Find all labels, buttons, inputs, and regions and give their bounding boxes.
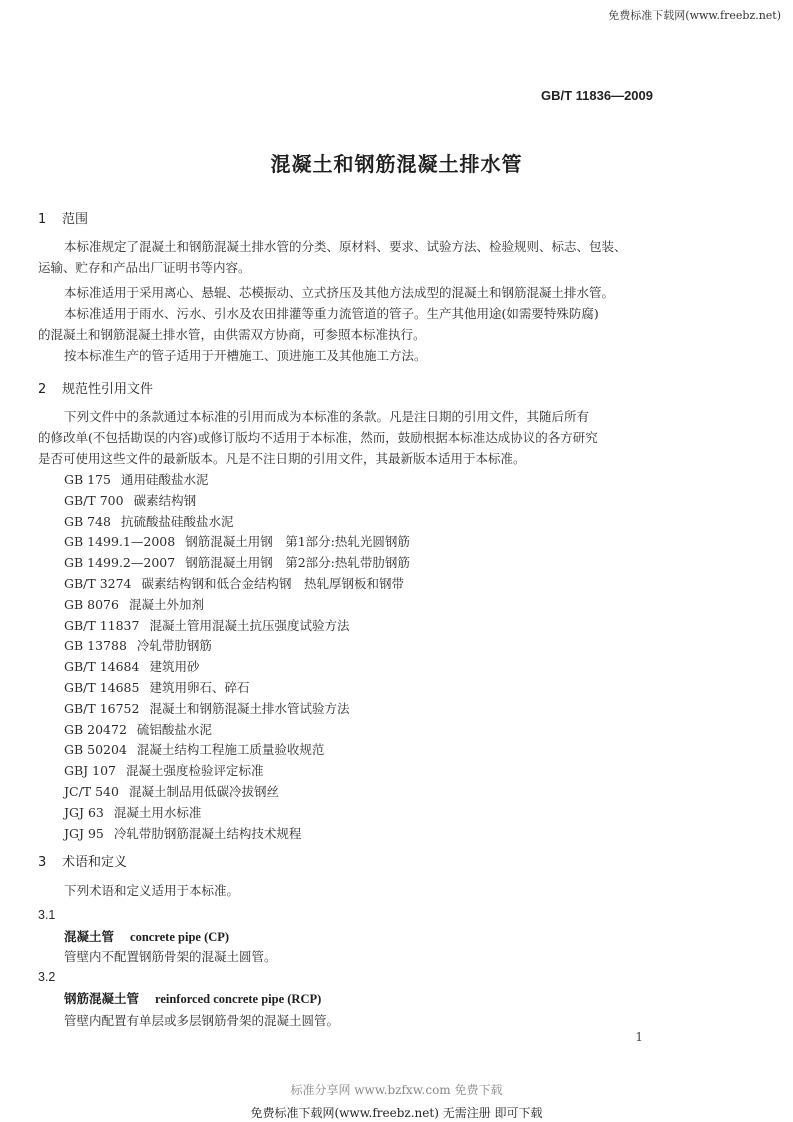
- sec2-intro-line-3: 是否可使用这些文件的最新版本。凡是不注日期的引用文件，其最新版本适用于本标准。: [38, 451, 526, 466]
- section-1-heading: [38, 208, 88, 227]
- reference-title: 抗硫酸盐硅酸盐水泥: [121, 513, 234, 529]
- reference-item: [64, 678, 249, 696]
- reference-code: GB 1499.2—2007: [64, 555, 176, 571]
- page-number: 1: [635, 1030, 643, 1044]
- section-title: 范围: [62, 212, 89, 227]
- reference-item: [64, 616, 349, 634]
- reference-code: GB 8076: [64, 596, 119, 612]
- sec2-intro-line-2: 的修改单(不包括勘误的内容)或修订版均不适用于本标准，然而，鼓励根据本标准达成协议的各方研究: [38, 430, 598, 445]
- term-definition: 管壁内配置有单层或多层钢筋骨架的混凝土圆管。: [64, 1013, 340, 1028]
- reference-item: [64, 470, 209, 488]
- sec2-intro-line-1: 下列文件中的条款通过本标准的引用而成为本标准的条款。凡是注日期的引用文件，其随后所有: [64, 409, 590, 424]
- reference-code: GB/T 3274: [64, 576, 132, 591]
- reference-code: JGJ 95: [64, 825, 104, 841]
- reference-code: GB 175: [64, 472, 112, 487]
- term-chinese: 钢筋混凝土管: [64, 991, 140, 1006]
- sec1-para-3-line-1: 本标准适用于雨水、污水、引水及农田排灌等重力流管道的管子。生产其他用途(如需要特殊防腐): [64, 306, 599, 321]
- reference-code: GB/T 14684: [64, 659, 140, 675]
- reference-title: 混凝土管用混凝土抗压强度试验方法: [149, 617, 350, 633]
- reference-title: 混凝土强度检验评定标准: [126, 763, 264, 779]
- reference-title: 硫铝酸盐水泥: [136, 721, 212, 737]
- standard-code: GB/T 11836—2009: [540, 88, 653, 103]
- reference-item: [64, 657, 199, 675]
- term-definition: 管壁内不配置钢筋骨架的混凝土圆管。: [64, 949, 277, 964]
- term-clause-number: 3.1: [38, 908, 56, 922]
- reference-title: 钢筋混凝土用钢 第2部分:热轧带肋钢筋: [185, 555, 410, 571]
- term-chinese: 混凝土管: [64, 929, 115, 944]
- reference-item: [64, 636, 212, 654]
- reference-item: [64, 803, 201, 821]
- reference-item: [64, 512, 234, 530]
- reference-code: GB 1499.1—2008: [64, 534, 176, 550]
- reference-title: 钢筋混凝土用钢 第1部分:热轧光圆钢筋: [185, 534, 410, 550]
- reference-code: GBJ 107: [64, 763, 117, 779]
- reference-code: GB 748: [64, 513, 112, 529]
- footer-watermark-2: 免费标准下载网(www.freebz.net) 无需注册 即可下载: [250, 1106, 543, 1120]
- sec1-para-1-line-2: 运输、贮存和产品出厂证明书等内容。: [38, 260, 251, 275]
- reference-code: GB/T 16752: [64, 700, 140, 716]
- sec1-para-1-line-1: 本标准规定了混凝土和钢筋混凝土排水管的分类、原材料、要求、试验方法、检验规则、标志、包装、: [64, 239, 627, 254]
- section-title: 规范性引用文件: [62, 382, 154, 397]
- reference-item: [64, 824, 301, 842]
- reference-item: [64, 720, 212, 738]
- sec3-intro: 下列术语和定义适用于本标准。: [64, 883, 240, 898]
- top-watermark: 免费标准下载网(www.freebz.net): [608, 9, 781, 22]
- document-title: 混凝土和钢筋混凝土排水管: [270, 152, 523, 176]
- section-number: 1: [38, 212, 47, 227]
- term-entry: [64, 989, 321, 1007]
- sec1-para-4: 按本标准生产的管子适用于开槽施工、顶进施工及其他施工方法。: [64, 348, 427, 363]
- reference-code: GB/T 14685: [64, 680, 140, 695]
- reference-item: [64, 491, 196, 509]
- footer-watermark-1: 标准分享网 www.bzfxw.com 免费下载: [290, 1083, 503, 1097]
- reference-code: GB 13788: [64, 638, 127, 654]
- reference-title: 混凝土和钢筋混凝土排水管试验方法: [149, 700, 350, 716]
- reference-title: 混凝土制品用低碳冷拔钢丝: [128, 784, 279, 799]
- term-entry: [64, 927, 229, 945]
- reference-code: JC/T 540: [64, 784, 119, 799]
- sec1-para-2: 本标准适用于采用离心、悬辊、芯模振动、立式挤压及其他方法成型的混凝土和钢筋混凝土排水管。: [64, 285, 615, 300]
- reference-code: GB 50204: [64, 742, 127, 758]
- reference-item: [64, 595, 204, 613]
- section-3-heading: [38, 851, 127, 870]
- reference-code: GB/T 700: [64, 492, 124, 508]
- section-title: 术语和定义: [62, 855, 128, 870]
- section-2-heading: [38, 378, 153, 397]
- reference-title: 混凝土外加剂: [128, 596, 204, 612]
- reference-title: 碳素结构钢和低合金结构钢 热轧厚钢板和钢带: [141, 576, 405, 591]
- reference-title: 混凝土结构工程施工质量验收规范: [136, 742, 325, 758]
- reference-item: [64, 574, 404, 592]
- term-clause-number: 3.2: [38, 970, 56, 984]
- reference-title: 碳素结构钢: [133, 492, 197, 508]
- reference-item: [64, 740, 324, 758]
- reference-code: GB 20472: [64, 721, 127, 737]
- term-english: reinforced concrete pipe (RCP): [155, 992, 322, 1006]
- section-number: 2: [38, 382, 47, 397]
- term-english: concrete pipe (CP): [130, 930, 230, 944]
- reference-item: [64, 699, 349, 717]
- reference-item: [64, 761, 264, 779]
- reference-item: [64, 782, 279, 800]
- reference-title: 建筑用砂: [149, 659, 200, 675]
- reference-item: [64, 532, 410, 550]
- reference-title: 冷轧带肋钢筋混凝土结构技术规程: [113, 825, 302, 841]
- reference-title: 混凝土用水标准: [113, 804, 202, 820]
- section-number: 3: [38, 855, 47, 870]
- reference-item: [64, 553, 410, 571]
- reference-code: JGJ 63: [64, 804, 104, 820]
- reference-title: 冷轧带肋钢筋: [136, 638, 212, 654]
- reference-title: 通用硅酸盐水泥: [121, 472, 209, 487]
- reference-code: GB/T 11837: [64, 617, 140, 633]
- sec1-para-3-line-2: 的混凝土和钢筋混凝土排水管，由供需双方协商，可参照本标准执行。: [38, 327, 426, 342]
- reference-title: 建筑用卵石、碎石: [149, 680, 250, 695]
